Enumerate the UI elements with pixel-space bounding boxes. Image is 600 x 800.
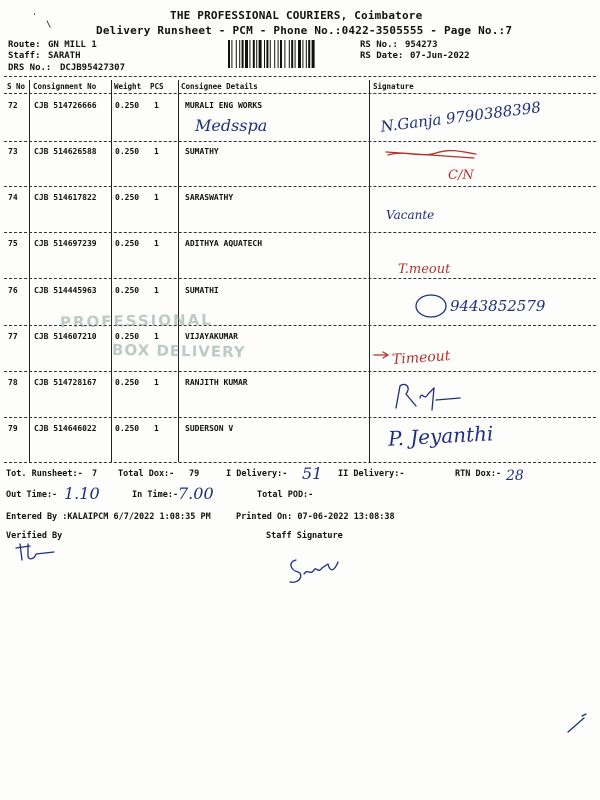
row-76-sno: 76 xyxy=(8,286,18,295)
col-divider-1 xyxy=(29,80,30,462)
row-77-pcs: 1 xyxy=(154,332,159,341)
stamp-line-1: PROFESSIONAL xyxy=(59,310,213,332)
i-delivery-label: I Delivery:- xyxy=(226,469,288,479)
row-72-sno: 72 xyxy=(8,101,18,110)
col-divider-2 xyxy=(111,80,112,462)
circle-mark-row-76 xyxy=(414,292,448,320)
row-73-bottom-rule xyxy=(4,186,596,187)
row-75-sno: 75 xyxy=(8,239,18,248)
table-header-rule xyxy=(4,93,596,94)
row-74-weight: 0.250 xyxy=(115,193,140,202)
handwritten-status-row-73: C/N xyxy=(448,168,474,183)
handwritten-phone-row-76: 9443852579 xyxy=(450,297,546,315)
row-77-weight: 0.250 xyxy=(115,332,140,341)
row-78-bottom-rule xyxy=(4,417,596,418)
route-label: Route: xyxy=(8,40,41,50)
row-74-consignee: SARASWATHY xyxy=(185,193,234,202)
row-76-consignment: CJB 514445963 xyxy=(34,286,97,295)
row-77-consignment: CJB 514607210 xyxy=(34,332,97,341)
rtn-dox-value: 28 xyxy=(506,468,524,484)
arrow-mark-row-77 xyxy=(372,350,392,360)
staff-signature-label: Staff Signature xyxy=(266,531,343,541)
row-72-consignment: CJB 514726666 xyxy=(34,101,97,110)
row-74-pcs: 1 xyxy=(154,193,159,202)
total-dox-label: Total Dox:- xyxy=(118,469,175,479)
row-72-consignee: MURALI ENG WORKS xyxy=(185,101,263,110)
staff-label: Staff: xyxy=(8,51,41,61)
row-75-bottom-rule xyxy=(4,278,596,279)
printed-on: Printed On: 07-06-2022 13:08:38 xyxy=(236,512,395,522)
rtn-dox-label: RTN Dox:- xyxy=(455,469,502,479)
ii-delivery-label: II Delivery:- xyxy=(338,469,405,479)
in-time-value: 7.00 xyxy=(178,484,214,503)
corner-scratch-mark xyxy=(566,712,588,734)
col-header-weight: Weight xyxy=(114,82,142,91)
col-header-consignment: Consignment No xyxy=(33,82,97,91)
col-header-signature: Signature xyxy=(373,82,414,91)
decorative-mark: ' xyxy=(32,12,37,21)
row-79-weight: 0.250 xyxy=(115,424,140,433)
rs-date-value: 07-Jun-2022 xyxy=(410,51,470,61)
handwritten-signature-row-79: P. Jeyanthi xyxy=(387,421,494,451)
row-75-consignee: ADITHYA AQUATECH xyxy=(185,239,263,248)
row-74-sno: 74 xyxy=(8,193,18,202)
row-77-bottom-rule xyxy=(4,371,596,372)
handwritten-status-row-77: Timeout xyxy=(391,347,451,369)
total-runsheet-label: Tot. Runsheet:- xyxy=(6,469,83,479)
row-75-pcs: 1 xyxy=(154,239,159,248)
row-77-consignee: VIJAYAKUMAR xyxy=(185,332,238,341)
col-header-pcs: PCS xyxy=(150,82,164,91)
row-75-consignment: CJB 514697239 xyxy=(34,239,97,248)
col-divider-4 xyxy=(369,80,370,462)
decorative-mark-2: \ xyxy=(46,20,52,30)
row-73-pcs: 1 xyxy=(154,147,159,156)
row-76-weight: 0.250 xyxy=(115,286,140,295)
signature-row-78 xyxy=(390,380,470,412)
col-header-consignee: Consignee Details xyxy=(181,82,258,91)
handwritten-status-row-75: T.meout xyxy=(398,262,451,277)
table-bottom-rule xyxy=(4,462,596,463)
row-73-consignment: CJB 514626588 xyxy=(34,147,97,156)
row-79-pcs: 1 xyxy=(154,424,159,433)
row-75-weight: 0.250 xyxy=(115,239,140,248)
total-runsheet-value: 7 xyxy=(92,469,98,479)
rs-date-label: RS Date: xyxy=(360,51,404,61)
rs-no-label: RS No.: xyxy=(360,40,398,50)
stamp-line-2: BOX DELIVERY xyxy=(111,340,246,362)
strike-mark-row-73 xyxy=(384,146,480,162)
row-79-consignment: CJB 514646022 xyxy=(34,424,97,433)
handwritten-signature-row-72: N.Ganja 9790388398 xyxy=(379,98,542,136)
row-78-consignment: CJB 514728167 xyxy=(34,378,97,387)
row-78-consignee: RANJITH KUMAR xyxy=(185,378,248,387)
verified-signature xyxy=(14,540,58,564)
drs-value: DCJB95427307 xyxy=(60,63,126,73)
entered-by: Entered By :KALAIPCM 6/7/2022 1:08:35 PM xyxy=(6,512,211,522)
out-time-label: Out Time:- xyxy=(6,490,58,500)
row-73-weight: 0.250 xyxy=(115,147,140,156)
row-72-pcs: 1 xyxy=(154,101,159,110)
runsheet-title: Delivery Runsheet - PCM - Phone No.:0422-3505555 - Page No.:7 xyxy=(96,24,513,37)
handwritten-status-row-74: Vacante xyxy=(386,208,435,222)
in-time-label: In Time:- xyxy=(132,490,179,500)
row-72-weight: 0.250 xyxy=(115,101,140,110)
row-74-consignment: CJB 514617822 xyxy=(34,193,97,202)
row-79-consignee: SUDERSON V xyxy=(185,424,234,433)
row-76-consignee: SUMATHI xyxy=(185,286,219,295)
total-pod-label: Total POD:- xyxy=(257,490,314,500)
route-value: GN MILL 1 xyxy=(48,40,97,50)
row-78-sno: 78 xyxy=(8,378,18,387)
verified-by-label: Verified By xyxy=(6,531,63,541)
rs-no-value: 954273 xyxy=(405,40,438,50)
staff-value: SARATH xyxy=(48,51,81,61)
row-74-bottom-rule xyxy=(4,232,596,233)
col-divider-3 xyxy=(178,80,179,462)
row-78-pcs: 1 xyxy=(154,378,159,387)
staff-signature xyxy=(284,554,344,588)
company-name: THE PROFESSIONAL COURIERS, Coimbatore xyxy=(170,9,423,22)
barcode xyxy=(228,40,344,68)
row-76-pcs: 1 xyxy=(154,286,159,295)
row-73-sno: 73 xyxy=(8,147,18,156)
i-delivery-value: 51 xyxy=(302,464,323,483)
row-78-weight: 0.250 xyxy=(115,378,140,387)
row-79-sno: 79 xyxy=(8,424,18,433)
drs-label: DRS No.: xyxy=(8,63,52,73)
handwritten-note-row-72: Medsspa xyxy=(195,116,268,135)
table-top-rule xyxy=(4,76,596,77)
total-dox-value: 79 xyxy=(189,469,200,479)
row-77-sno: 77 xyxy=(8,332,18,341)
col-header-sno: S No xyxy=(7,82,26,91)
row-73-consignee: SUMATHY xyxy=(185,147,219,156)
row-72-bottom-rule xyxy=(4,141,596,142)
out-time-value: 1.10 xyxy=(64,484,100,503)
